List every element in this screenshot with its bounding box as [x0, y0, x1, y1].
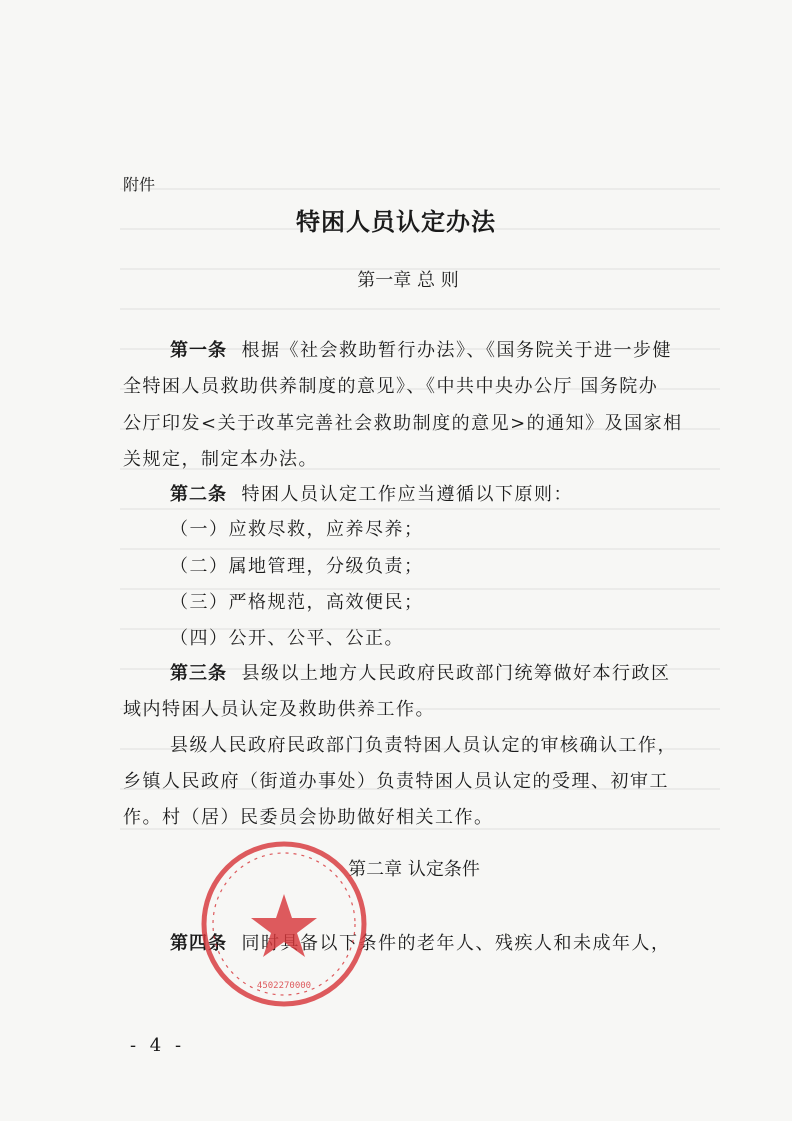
article-3-line-3: 县级人民政府民政部门负责特困人员认定的审核确认工作，: [170, 735, 677, 756]
article-1-line-2: 全特困人员救助供养制度的意见》、《中共中央办公厅 国务院办: [123, 376, 659, 397]
article-label: 第二条: [170, 484, 227, 505]
article-label: 第三条: [170, 663, 227, 684]
attachment-label: 附件: [123, 175, 156, 194]
chapter-heading-1: 第一章 总 则: [357, 270, 459, 291]
article-3-line-2: 域内特困人员认定及救助供养工作。: [123, 699, 435, 720]
article-3-line-1: [170, 659, 670, 685]
article-text: 特困人员认定工作应当遵循以下原则：: [241, 484, 573, 505]
article-3-line-4: 乡镇人民政府（街道办事处）负责特困人员认定的受理、初审工: [123, 771, 669, 792]
article-text: 根据《社会救助暂行办法》、《国务院关于进一步健: [241, 340, 672, 361]
article-label: 第四条: [170, 933, 227, 954]
article-label: 第一条: [170, 340, 227, 361]
principle-item: （二）属地管理，分级负责；: [170, 556, 424, 577]
article-1-line-4: 关规定，制定本办法。: [123, 449, 318, 470]
article-1-line-3: 公厅印发<关于改革完善社会救助制度的意见>的通知》及国家相: [123, 413, 683, 434]
seal-serial: 4502270000: [256, 981, 312, 991]
article-2-line-1: [170, 480, 573, 506]
principle-item: （一）应救尽救，应养尽养；: [170, 519, 424, 540]
article-1-line-1: [170, 336, 672, 362]
chapter-heading-2: 第二章 认定条件: [348, 859, 480, 880]
page-number: - 4 -: [130, 1035, 186, 1056]
principle-item: （三）严格规范，高效便民；: [170, 592, 424, 613]
article-text: 同时具备以下条件的老年人、残疾人和未成年人，: [241, 933, 671, 954]
article-3-line-5: 作。村（居）民委员会协助做好相关工作。: [123, 807, 494, 828]
article-text: 县级以上地方人民政府民政部门统筹做好本行政区: [241, 663, 671, 684]
principle-item: （四）公开、公平、公正。: [170, 628, 404, 649]
document-title: 特困人员认定办法: [296, 208, 496, 236]
official-seal: [198, 838, 370, 1010]
